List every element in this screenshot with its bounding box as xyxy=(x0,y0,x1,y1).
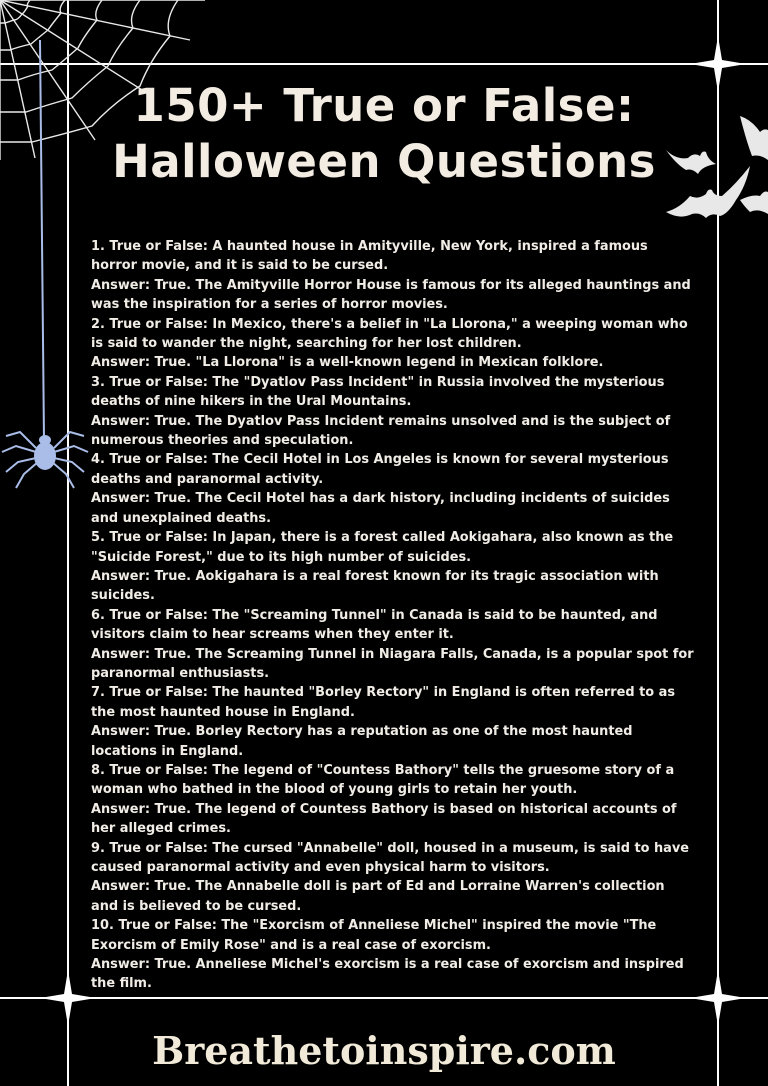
question-text: 7. True or False: The haunted "Borley Rectory" in England is often referred to as the most haunted house in England. xyxy=(91,685,675,720)
questions-list xyxy=(91,237,696,994)
list-item xyxy=(91,839,696,917)
answer-text: Answer: True. The Dyatlov Pass Incident remains unsolved and is the subject of numerous theories and speculation. xyxy=(91,413,671,449)
answer-text: Answer: True. The legend of Countess Bathory is based on historical accounts of her alleged crimes. xyxy=(91,801,677,837)
question-text: 1. True or False: A haunted house in Amityville, New York, inspired a famous horror movie, and it is said to be cursed. xyxy=(91,239,648,274)
answer-text: Answer: True. Borley Rectory has a reputation as one of the most haunted locations in England. xyxy=(91,724,633,759)
list-item xyxy=(91,606,696,684)
answer-text: Answer: True. Anneliese Michel's exorcism is a real case of exorcism and inspired the film. xyxy=(91,957,684,992)
question-text: 6. True or False: The "Screaming Tunnel" in Canada is said to be haunted, and visitors claim to hear screams when they enter it. xyxy=(91,607,658,643)
list-item xyxy=(91,237,696,315)
title-line-1: 150+ True or False: xyxy=(133,79,635,132)
list-item xyxy=(91,373,696,451)
answer-text: Answer: True. The Screaming Tunnel in Niagara Falls, Canada, is a popular spot for paranormal enthusiasts. xyxy=(91,646,694,681)
list-item xyxy=(91,528,696,606)
question-text: 4. True or False: The Cecil Hotel in Los Angeles is known for several mysterious deaths and paranormal activity. xyxy=(91,452,669,487)
question-text: 5. True or False: In Japan, there is a forest called Aokigahara, also known as the "Suicide Forest," due to its high number of suicides. xyxy=(91,530,674,565)
page-title xyxy=(40,78,728,190)
list-item xyxy=(91,315,696,373)
question-text: 3. True or False: The "Dyatlov Pass Incident" in Russia involved the mysterious deaths of nine hikers in the Ural Mountains. xyxy=(91,374,665,410)
title-line-2: Halloween Questions xyxy=(112,135,656,188)
question-text: 9. True or False: The cursed "Annabelle" doll, housed in a museum, is said to have caused paranormal activity and even physical harm to visitors. xyxy=(91,840,689,875)
question-text: 2. True or False: In Mexico, there's a belief in "La Llorona," a weeping woman who is said to wander the night, searching for her lost children. xyxy=(91,316,688,352)
website-footer: Breathetoinspire.com xyxy=(152,1028,616,1073)
answer-text: Answer: True. Aokigahara is a real forest known for its tragic association with suicides. xyxy=(91,568,659,604)
answer-text: Answer: True. "La Llorona" is a well-known legend in Mexican folklore. xyxy=(91,355,604,371)
answer-text: Answer: True. The Amityville Horror House is famous for its alleged hauntings and was the inspiration for a series of horror movies. xyxy=(91,277,691,313)
list-item xyxy=(91,683,696,761)
question-text: 10. True or False: The "Exorcism of Anneliese Michel" inspired the movie "The Exorcism of Emily Rose" and is a real case of exorcism. xyxy=(91,918,657,953)
list-item xyxy=(91,761,696,839)
list-item xyxy=(91,450,696,528)
list-item xyxy=(91,916,696,994)
answer-text: Answer: True. The Cecil Hotel has a dark history, including incidents of suicides and unexplained deaths. xyxy=(91,491,670,526)
answer-text: Answer: True. The Annabelle doll is part of Ed and Lorraine Warren's collection and is believed to be cursed. xyxy=(91,879,665,914)
question-text: 8. True or False: The legend of "Countess Bathory" tells the gruesome story of a woman who bathed in the blood of young girls to retain her youth. xyxy=(91,762,675,798)
